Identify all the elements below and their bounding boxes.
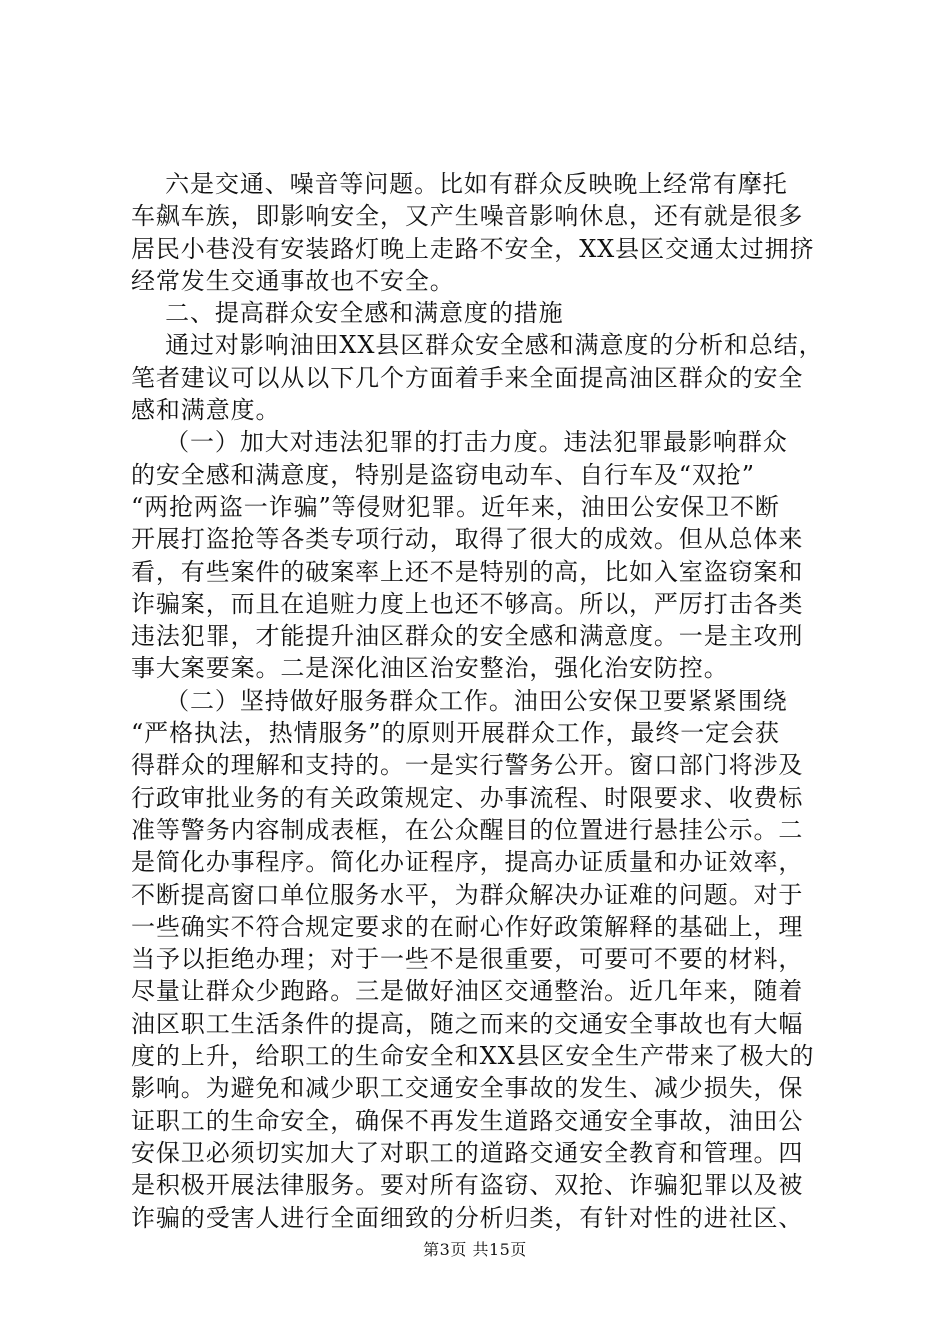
text-line-9: （一）加大对违法犯罪的打击力度。违法犯罪最影响群众 [131, 428, 788, 457]
text-line-30: 证职工的生命安全，确保不再发生道路交通安全事故，油田公 [131, 1106, 804, 1135]
text-line-10: 的安全感和满意度，特别是盗窃电动车、自行车及“双抢” [131, 460, 755, 489]
text-line-11: “两抢两盗一诈骗”等侵财犯罪。近年来，油田公安保卫不断 [131, 492, 780, 521]
text-line-25: 当予以拒绝办理；对于一些不是很重要，可要可不要的材料， [131, 945, 804, 974]
text-line-31: 安保卫必须切实加大了对职工的道路交通安全教育和管理。四 [131, 1138, 804, 1167]
text-line-18: “严格执法，热情服务”的原则开展群众工作，最终一定会获 [131, 719, 780, 748]
page-number: 第3页 共15页 [423, 1240, 527, 1259]
section-heading: 二、提高群众安全感和满意度的措施 [131, 299, 564, 328]
text-line-21: 准等警务内容制成表框，在公众醒目的位置进行悬挂公示。二 [131, 815, 804, 844]
text-line-23: 不断提高窗口单位服务水平，为群众解决办证难的问题。对于 [131, 880, 804, 909]
text-line-17: （二）坚持做好服务群众工作。油田公安保卫要紧紧围绕 [131, 686, 788, 715]
text-line-14: 诈骗案，而且在追赃力度上也还不够高。所以，严厉打击各类 [131, 589, 804, 618]
text-line-16: 事大案要案。二是深化油区治安整治，强化治安防控。 [131, 654, 729, 683]
text-line-29: 影响。为避免和减少职工交通安全事故的发生、减少损失，保 [131, 1074, 804, 1103]
text-line-19: 得群众的理解和支持的。一是实行警务公开。窗口部门将涉及 [131, 751, 804, 780]
text-line-2: 车飙车族，即影响安全，又产生噪音影响休息，还有就是很多 [131, 202, 804, 231]
text-line-33: 诈骗的受害人进行全面细致的分析归类，有针对性的进社区、 [131, 1203, 804, 1232]
text-line-32: 是积极开展法律服务。要对所有盗窃、双抢、诈骗犯罪以及被 [131, 1171, 804, 1200]
text-line-22: 是简化办事程序。简化办证程序，提高办证质量和办证效率， [131, 848, 804, 877]
text-line-20: 行政审批业务的有关政策规定、办事流程、时限要求、收费标 [131, 783, 804, 812]
text-line-8: 感和满意度。 [131, 396, 281, 425]
text-line-24: 一些确实不符合规定要求的在耐心作好政策解释的基础上，理 [131, 912, 804, 941]
document-body [131, 168, 831, 1234]
text-line-3: 居民小巷没有安装路灯晚上走路不安全，XX县区交通太过拥挤 [131, 234, 815, 263]
text-line-1: 六是交通、噪音等问题。比如有群众反映晚上经常有摩托 [131, 170, 788, 198]
text-line-27: 油区职工生活条件的提高，随之而来的交通安全事故也有大幅 [131, 1009, 804, 1038]
text-line-15: 违法犯罪，才能提升油区群众的安全感和满意度。一是主攻刑 [131, 622, 804, 651]
text-line-13: 看，有些案件的破案率上还不是特别的高，比如入室盗窃案和 [131, 557, 804, 586]
text-line-12: 开展打盗抢等各类专项行动，取得了很大的成效。但从总体来 [131, 525, 804, 554]
text-line-6: 通过对影响油田XX县区群众安全感和满意度的分析和总结， [131, 331, 824, 360]
page-footer [0, 1240, 950, 1260]
text-line-28: 度的上升，给职工的生命安全和XX县区安全生产带来了极大的 [131, 1042, 815, 1071]
text-line-7: 笔者建议可以从以下几个方面着手来全面提高油区群众的安全 [131, 363, 804, 392]
text-line-4: 经常发生交通事故也不安全。 [131, 266, 455, 295]
text-line-26: 尽量让群众少跑路。三是做好油区交通整治。近几年来，随着 [131, 977, 804, 1006]
